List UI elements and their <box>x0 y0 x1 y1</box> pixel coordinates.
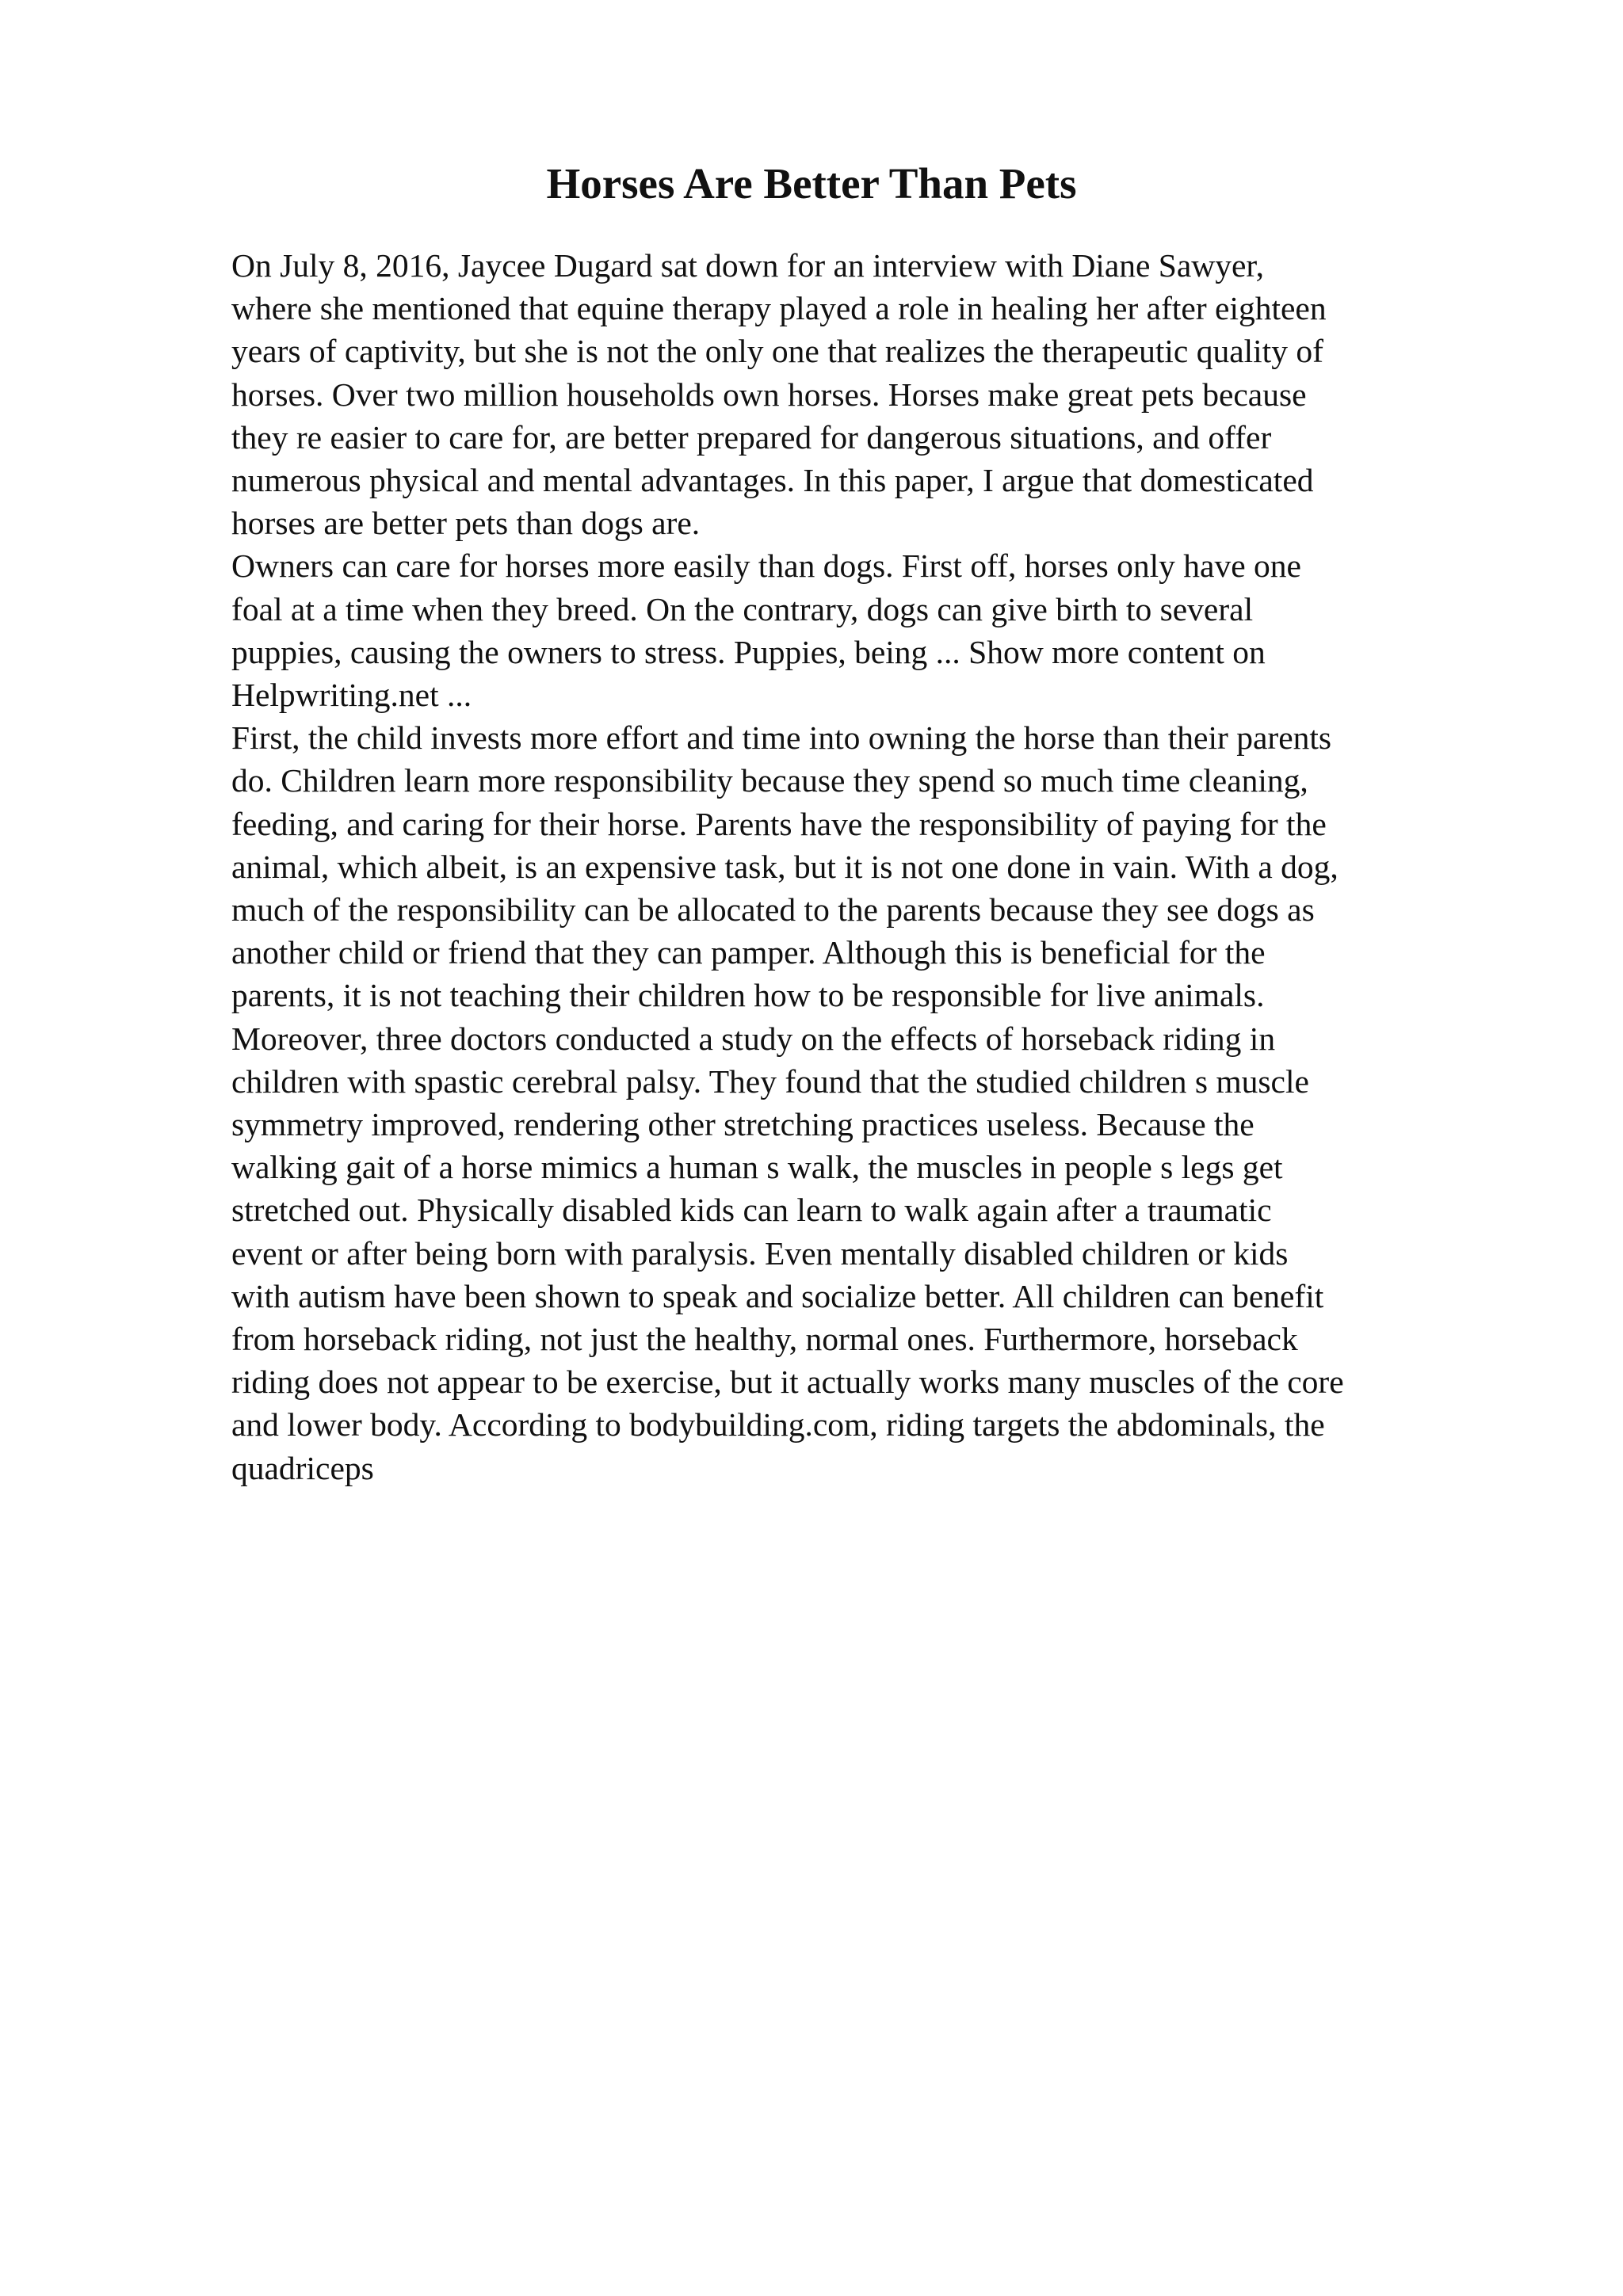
text-line: children with spastic cerebral palsy. They found that the studied children s muscle <box>231 1062 1309 1100</box>
text-line: numerous physical and mental advantages. In this paper, I argue that domesticated <box>231 462 1314 499</box>
text-line: they re easier to care for, are better prepared for dangerous situations, and offer <box>231 418 1272 456</box>
text-line: parents, it is not teaching their children how to be responsible for live animals. <box>231 977 1265 1014</box>
text-line: years of captivity, but she is not the only one that realizes the therapeutic quality of <box>231 333 1323 370</box>
text-line: Helpwriting.net ... <box>231 677 472 714</box>
text-line: with autism have been shown to speak and socialize better. All children can benefit <box>231 1277 1324 1314</box>
text-line: do. Children learn more responsibility because they spend so much time cleaning, <box>231 762 1308 799</box>
text-line: quadriceps <box>231 1449 374 1486</box>
text-line: Owners can care for horses more easily than dogs. First off, horses only have one <box>231 547 1301 585</box>
text-line: Moreover, three doctors conducted a study on the effects of horseback riding in <box>231 1020 1276 1057</box>
text-line: horses are better pets than dogs are. <box>231 505 701 542</box>
text-line: foal at a time when they breed. On the contrary, dogs can give birth to several <box>231 590 1254 627</box>
text-line: riding does not appear to be exercise, but it actually works many muscles of the core <box>231 1363 1344 1401</box>
text-line: First, the child invests more effort and time into owning the horse than their parents <box>231 719 1332 757</box>
text-line: horses. Over two million households own horses. Horses make great pets because <box>231 376 1307 413</box>
text-line: much of the responsibility can be allocated to the parents because they see dogs as <box>231 891 1315 929</box>
text-line: symmetry improved, rendering other stretching practices useless. Because the <box>231 1106 1254 1143</box>
text-line: On July 8, 2016, Jaycee Dugard sat down for an interview with Diane Sawyer, <box>231 247 1264 284</box>
text-line: where she mentioned that equine therapy played a role in healing her after eighteen <box>231 290 1327 327</box>
text-line: and lower body. According to bodybuilding.com, riding targets the abdominals, the <box>231 1406 1325 1444</box>
document-title: Horses Are Better Than Pets <box>546 159 1077 208</box>
text-line: feeding, and caring for their horse. Parents have the responsibility of paying for the <box>231 805 1327 842</box>
document-body <box>231 244 1499 1489</box>
text-line: animal, which albeit, is an expensive task, but it is not one done in vain. With a dog, <box>231 848 1338 885</box>
text-line: from horseback riding, not just the healthy, normal ones. Furthermore, horseback <box>231 1321 1298 1358</box>
text-line: event or after being born with paralysis. Even mentally disabled children or kids <box>231 1234 1289 1272</box>
text-line: another child or friend that they can pamper. Although this is beneficial for the <box>231 934 1266 971</box>
text-line: stretched out. Physically disabled kids can learn to walk again after a traumatic <box>231 1192 1272 1229</box>
text-line: puppies, causing the owners to stress. Puppies, being ... Show more content on <box>231 633 1266 670</box>
text-line: walking gait of a horse mimics a human s walk, the muscles in people s legs get <box>231 1149 1283 1186</box>
